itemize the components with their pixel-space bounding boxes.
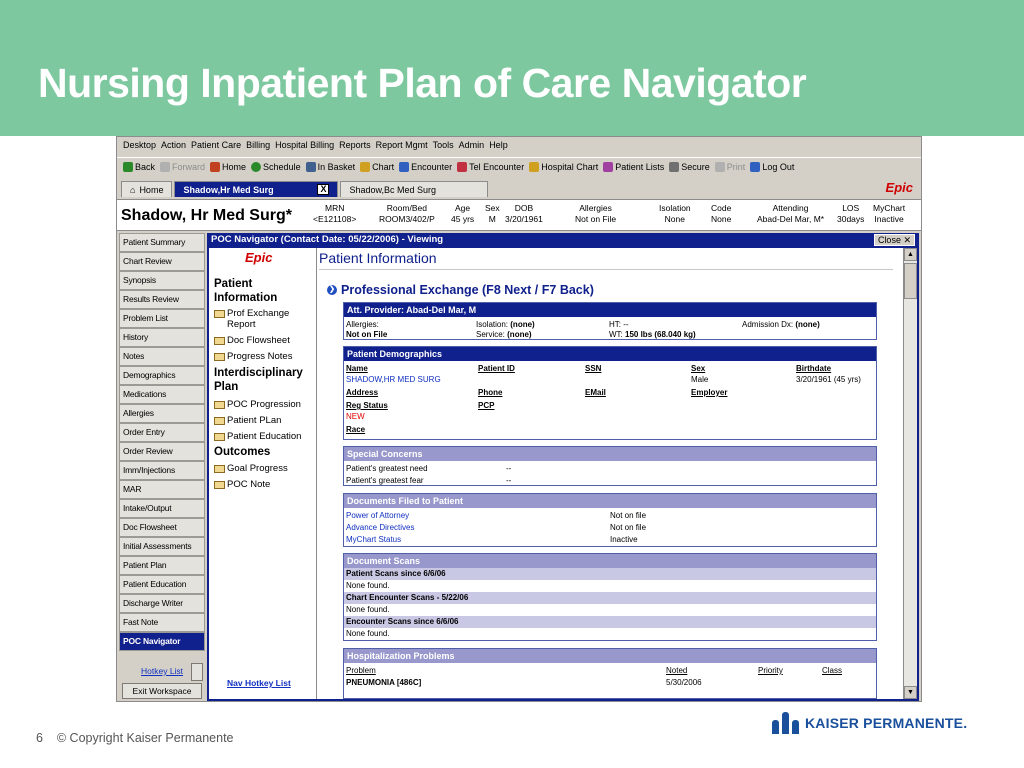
sex-label: Sex [485,203,500,213]
documents-section [343,493,877,547]
admission-value: (none) [795,320,820,329]
print-button[interactable] [715,162,746,172]
nav-link-prof-exchange[interactable] [214,308,307,330]
room-label: Room/Bed [386,203,427,213]
book-icon [214,417,225,425]
allergies-value: Not on File [575,214,617,224]
back-label: Back [135,161,156,172]
workspace-tabs [117,179,921,197]
tab-other-label: Shadow,Bc Med Surg [349,184,437,195]
kp-logo-text: KAISER PERMANENTE. [805,715,968,731]
book-icon [214,353,225,361]
secure-label: Secure [681,161,710,172]
fear-value: -- [506,476,512,485]
sidebar-item-initial-assessments[interactable]: Initial Assessments [119,537,205,556]
patient-name: Shadow, Hr Med Surg* [121,207,292,224]
scan-group-header: Encounter Scans since 6/6/06 [344,616,876,628]
printer-icon [715,162,725,172]
patient-lists-button[interactable] [603,162,664,172]
mychart-status-link[interactable]: MyChart Status [346,535,402,544]
menu-tools[interactable]: Tools [432,140,454,150]
mychart-label: MyChart [873,203,906,213]
scroll-thumb[interactable] [904,263,917,299]
h-email: EMail [585,388,606,397]
h-pcp: PCP [478,401,495,410]
scan-group-header: Patient Scans since 6/6/06 [344,568,876,580]
report-scrollbar[interactable] [903,248,917,699]
h-name: Name [346,364,368,373]
ht-label-text: HT: [609,320,621,329]
sidebar-item-discharge-writer[interactable]: Discharge Writer [119,594,205,613]
patient-plan-label: Patient PLan [227,415,282,426]
fear-label: Patient's greatest fear [346,476,424,485]
sidebar-item-patient-plan[interactable]: Patient Plan [119,556,205,575]
dob-label: DOB [514,203,534,213]
goal-progress-label: Goal Progress [227,463,288,474]
sidebar-footer [119,661,205,702]
dob-value: 3/20/1961 [505,214,543,224]
los-value: 30days [837,214,865,224]
sidebar-item-patient-education[interactable]: Patient Education [119,575,205,594]
home-button[interactable] [210,162,246,172]
prof-exchange-label: Prof Exchange Report [227,308,290,330]
in-basket-button[interactable] [306,162,356,172]
attending-value: Abad-Del Mar, M* [757,214,825,224]
report-subheading-label: Professional Exchange (F8 Next / F7 Back) [341,283,594,297]
patient-header [117,199,921,231]
need-label: Patient's greatest need [346,464,428,473]
sidebar-item-imm-injections[interactable]: Imm/Injections [119,461,205,480]
menu-patient-care[interactable]: Patient Care [191,140,242,150]
tel-encounter-label: Tel Encounter [469,161,525,172]
sex-value: Male [691,375,709,384]
header-dob [505,203,543,225]
book-icon [214,433,225,441]
nav-hotkey-list-link[interactable]: Nav Hotkey List [227,678,291,688]
nav-link-goal-progress[interactable] [214,463,288,474]
report-subheading[interactable] [327,283,594,297]
concerns-section [343,446,877,486]
menu-reports[interactable]: Reports [339,140,371,150]
sidebar-item-mar[interactable]: MAR [119,480,205,499]
concerns-title: Special Concerns [344,447,876,461]
mychart-status-value: Inactive [610,535,638,544]
encounter-button[interactable] [399,162,452,172]
poc-nav-pane [209,248,317,699]
demographics-title: Patient Demographics [344,347,876,361]
problems-section [343,648,877,699]
menu-action[interactable]: Action [161,140,187,150]
tab-patient-other[interactable] [340,181,488,197]
sidebar-item-results-review[interactable]: Results Review [119,290,205,309]
h-phone: Phone [478,388,503,397]
log-out-button[interactable] [750,162,794,172]
sidebar-item-allergies[interactable]: Allergies [119,404,205,423]
isolation-value: (none) [510,320,535,329]
power-of-attorney-value: Not on file [610,511,647,520]
nav-section-interdisciplinary-plan: Interdisciplinary Plan [214,367,303,393]
back-arrow-icon [123,162,133,172]
scan-group-header: Chart Encounter Scans - 5/22/06 [344,592,876,604]
hospital-chart-label: Hospital Chart [541,161,599,172]
book-icon [214,481,225,489]
sidebar-scroll-arrows[interactable] [191,663,203,681]
poc-window-title: POC Navigator (Contact Date: 05/22/2006) - Viewing [211,234,444,245]
hotkey-list-link[interactable]: Hotkey List [141,666,184,676]
list-icon [603,162,613,172]
problem-value: PNEUMONIA [486C] [346,678,422,687]
scan-group-value: None found. [346,629,390,638]
attending-label: Attending [772,203,809,213]
slide-footer [36,731,234,745]
isolation-label [476,320,535,330]
admission-label-text: Admission Dx: [742,320,794,329]
ht-value: -- [623,320,629,329]
sidebar-item-demographics[interactable]: Demographics [119,366,205,385]
telephone-icon [457,162,467,172]
header-sex [485,203,500,225]
scans-title: Document Scans [344,554,876,568]
nav-link-doc-flowsheet[interactable] [214,335,290,346]
sidebar-item-fast-note[interactable]: Fast Note [119,613,205,632]
patient-name-link[interactable]: SHADOW,HR MED SURG [346,375,441,384]
header-room [379,203,435,225]
house-icon [210,162,220,172]
secure-button[interactable] [669,162,710,172]
allergies-value: Not on File [346,330,388,339]
epic-logo: Epic [885,180,913,195]
power-of-attorney-link[interactable]: Power of Attorney [346,511,410,520]
birthdate-value: 3/20/1961 (45 yrs) [796,375,861,384]
encounter-icon [399,162,409,172]
code-value: None [711,214,732,224]
header-age [451,203,474,225]
tab-home[interactable] [121,181,172,197]
report-heading: Patient Information [319,250,893,270]
menu-hospital-billing[interactable]: Hospital Billing [275,140,335,150]
nav-section-patient-information: Patient Information [214,278,278,304]
patient-lists-label: Patient Lists [615,161,665,172]
service-label [476,330,532,340]
provider-title: Att. Provider: Abad-Del Mar, M [344,303,876,317]
sidebar-item-intake-output[interactable]: Intake/Output [119,499,205,518]
sidebar-item-poc-navigator[interactable]: POC Navigator [119,632,205,651]
schedule-button[interactable] [251,162,301,172]
schedule-label: Schedule [263,161,301,172]
activity-sidebar [119,233,205,701]
sidebar-item-notes[interactable]: Notes [119,347,205,366]
epic-screenshot [116,136,922,702]
isolation-value: None [664,214,685,224]
book-icon [214,401,225,409]
header-los [837,203,864,225]
forward-label: Forward [172,161,206,172]
ht-label [609,320,629,330]
tab-active-label: Shadow,Hr Med Surg [183,184,274,195]
book-icon [214,337,225,345]
menu-admin[interactable]: Admin [458,140,485,150]
poc-progression-label: POC Progression [227,399,301,410]
slide-title: Nursing Inpatient Plan of Care Navigator [38,60,807,106]
forward-button[interactable] [160,162,205,172]
lock-icon [669,162,679,172]
nav-link-poc-note[interactable] [214,479,270,490]
poc-body [209,248,917,699]
scans-section [343,553,877,641]
header-allergies [575,203,616,225]
menu-report-mgmt[interactable]: Report Mgmt [375,140,428,150]
page-number: 6 [36,731,43,745]
hospital-chart-icon [529,162,539,172]
tel-encounter-button[interactable] [457,162,524,172]
close-tab-icon[interactable]: X [317,184,329,195]
progress-notes-label: Progress Notes [227,351,293,362]
hospital-chart-button[interactable] [529,162,598,172]
nav-section-outcomes: Outcomes [214,446,271,458]
h-noted: Noted [666,666,688,675]
h-class: Class [822,666,843,675]
home-label: Home [222,161,247,172]
header-attending [757,203,824,225]
book-icon [214,465,225,473]
basket-icon [306,162,316,172]
sidebar-item-synopsis[interactable]: Synopsis [119,271,205,290]
copyright-text: © Copyright Kaiser Permanente [56,731,234,745]
chart-button[interactable] [360,162,394,172]
arrow-circle-icon: ❯ [327,285,337,295]
doc-flowsheet-label: Doc Flowsheet [227,335,290,346]
sidebar-item-history[interactable]: History [119,328,205,347]
toolbar [117,157,921,175]
h-birthdate: Birthdate [796,364,832,373]
slide-banner [0,0,1024,136]
h-patient-id: Patient ID [478,364,515,373]
wt-value: 150 lbs (68.040 kg) [625,330,696,339]
encounter-label: Encounter [411,161,453,172]
h-address: Address [346,388,379,397]
nav-link-patient-plan[interactable] [214,415,281,426]
mrn-label: MRN [324,203,345,213]
header-mrn [313,203,356,225]
back-button[interactable] [123,162,155,172]
mychart-value: Inactive [874,214,904,224]
clock-icon [251,162,261,172]
tab-patient-active[interactable] [174,181,338,197]
poc-note-label: POC Note [227,479,271,490]
menu-desktop[interactable]: Desktop [123,140,157,150]
header-code [711,203,731,225]
documents-title: Documents Filed to Patient [344,494,876,508]
admission-label [742,320,820,330]
sidebar-item-patient-summary[interactable]: Patient Summary [119,233,205,252]
kp-figures-icon [772,712,800,734]
menu-billing[interactable]: Billing [246,140,271,150]
scan-group-value: None found. [346,605,390,614]
sidebar-item-order-entry[interactable]: Order Entry [119,423,205,442]
header-isolation [659,203,691,225]
nav-link-poc-progression[interactable] [214,399,301,410]
h-priority: Priority [758,666,783,675]
menu-bar [117,140,921,154]
h-sex: Sex [691,364,706,373]
allergies-label: Allergies: [346,320,379,329]
room-value: ROOM3/402/P [379,214,435,224]
age-value: 45 yrs [451,214,475,224]
poc-navigator-window [207,233,919,701]
advance-directives-link[interactable]: Advance Directives [346,523,415,532]
wt-label-text: WT: [609,330,623,339]
allergies-label: Allergies [579,203,612,213]
scan-group-value: None found. [346,581,390,590]
poc-close-button[interactable]: Close ✕ [874,234,915,246]
print-label: Print [726,161,746,172]
code-label: Code [711,203,732,213]
h-ssn: SSN [585,364,602,373]
patient-education-label: Patient Education [227,431,302,442]
scroll-down-icon[interactable]: ▼ [904,686,917,699]
forward-arrow-icon [160,162,170,172]
h-race: Race [346,425,366,434]
h-reg-status: Reg Status [346,401,388,410]
noted-value: 5/30/2006 [666,678,702,687]
header-mychart [873,203,905,225]
chart-icon [360,162,370,172]
isolation-label: Isolation [659,203,691,213]
service-label-text: Service: [476,330,505,339]
poc-epic-logo: Epic [245,250,273,265]
poc-report-pane [319,248,903,699]
reg-status-value: NEW [346,412,365,421]
los-label: LOS [842,203,860,213]
need-value: -- [506,464,512,473]
book-icon [214,310,225,318]
kaiser-permanente-logo [772,712,967,734]
scroll-up-icon[interactable]: ▲ [904,248,917,261]
exit-workspace-button[interactable]: Exit Workspace [122,683,202,699]
wt-label [609,330,696,340]
sidebar-item-doc-flowsheet[interactable]: Doc Flowsheet [119,518,205,537]
h-employer: Employer [691,388,728,397]
house-icon: ⌂ [130,184,136,195]
nav-link-progress-notes[interactable] [214,351,292,362]
sidebar-item-chart-review[interactable]: Chart Review [119,252,205,271]
age-label: Age [455,203,471,213]
isolation-label-text: Isolation: [476,320,509,329]
sex-value: M [488,214,496,224]
chart-label: Chart [372,161,395,172]
advance-directives-value: Not on file [610,523,647,532]
provider-section [343,302,877,340]
key-icon [750,162,760,172]
nav-link-patient-education[interactable] [214,431,301,442]
sidebar-item-problem-list[interactable]: Problem List [119,309,205,328]
in-basket-label: In Basket [317,161,356,172]
problems-title: Hospitalization Problems [344,649,876,663]
tab-home-label: Home [139,184,164,195]
mrn-value: <E121108> [313,214,357,224]
log-out-label: Log Out [762,161,795,172]
service-value: (none) [507,330,532,339]
sidebar-item-order-review[interactable]: Order Review [119,442,205,461]
menu-help[interactable]: Help [489,140,508,150]
sidebar-item-medications[interactable]: Medications [119,385,205,404]
demographics-section [343,346,877,440]
h-problem: Problem [346,666,376,675]
